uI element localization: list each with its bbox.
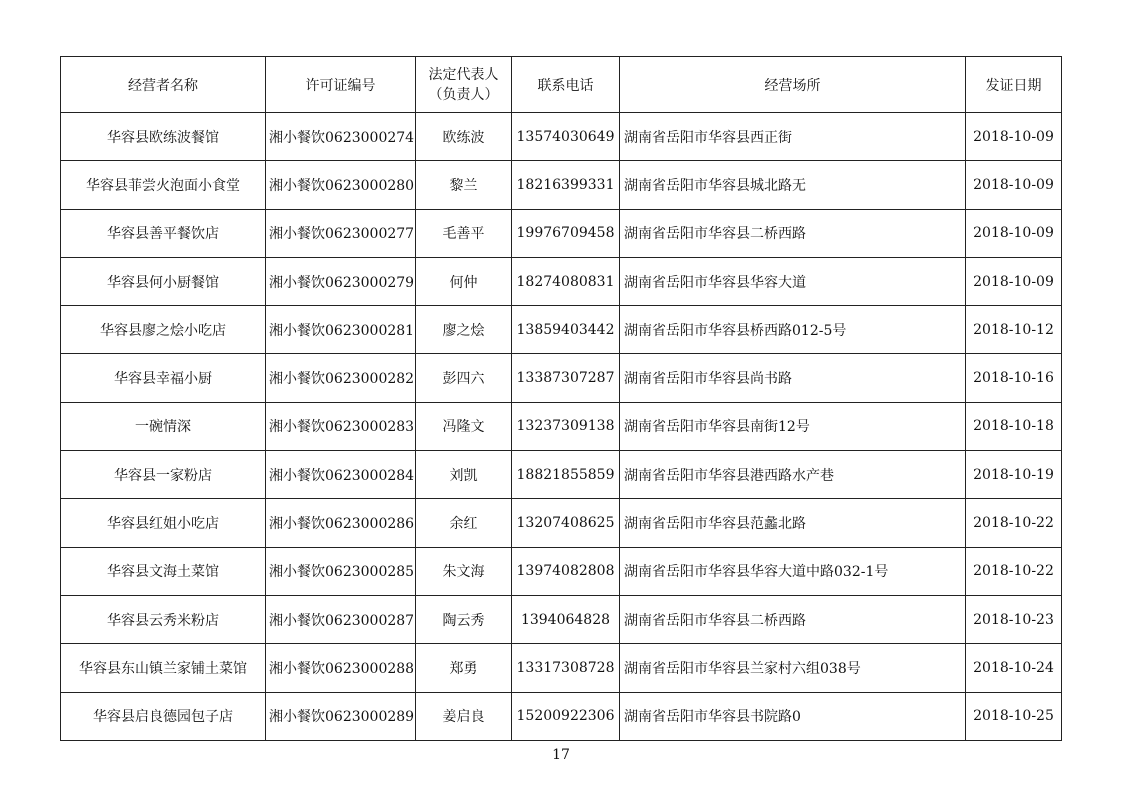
- cell-issue-date: 2018-10-25: [966, 692, 1062, 740]
- table-row: [61, 402, 1062, 450]
- table-row: [61, 547, 1062, 595]
- header-license-number: 许可证编号: [266, 57, 416, 113]
- header-address: 经营场所: [620, 57, 966, 113]
- header-legal-rep-line1: 法定代表人: [428, 66, 499, 83]
- cell-address: 湖南省岳阳市华容县范蠡北路: [620, 499, 966, 547]
- cell-legal-representative: 黎兰: [416, 161, 512, 209]
- cell-operator-name: 华容县红姐小吃店: [61, 499, 266, 547]
- table-row: [61, 257, 1062, 305]
- cell-issue-date: 2018-10-24: [966, 644, 1062, 692]
- table-row: [61, 595, 1062, 643]
- cell-address: 湖南省岳阳市华容县书院路0: [620, 692, 966, 740]
- cell-operator-name: 华容县云秀米粉店: [61, 595, 266, 643]
- header-phone: 联系电话: [512, 57, 620, 113]
- cell-issue-date: 2018-10-16: [966, 354, 1062, 402]
- table-row: [61, 209, 1062, 257]
- cell-license-number: 湘小餐饮0623000289: [266, 692, 416, 740]
- cell-operator-name: 华容县何小厨餐馆: [61, 257, 266, 305]
- cell-phone: 13859403442: [512, 306, 620, 354]
- cell-operator-name: 一碗情深: [61, 402, 266, 450]
- cell-address: 湖南省岳阳市华容县二桥西路: [620, 209, 966, 257]
- cell-license-number: 湘小餐饮0623000279: [266, 257, 416, 305]
- table-header: [61, 57, 1062, 113]
- cell-issue-date: 2018-10-22: [966, 499, 1062, 547]
- cell-address: 湖南省岳阳市华容县华容大道: [620, 257, 966, 305]
- cell-address: 湖南省岳阳市华容县兰家村六组038号: [620, 644, 966, 692]
- cell-address: 湖南省岳阳市华容县桥西路012-5号: [620, 306, 966, 354]
- cell-phone: 18216399331: [512, 161, 620, 209]
- table-row: [61, 499, 1062, 547]
- cell-operator-name: 华容县一家粉店: [61, 451, 266, 499]
- cell-issue-date: 2018-10-09: [966, 113, 1062, 161]
- cell-address: 湖南省岳阳市华容县城北路无: [620, 161, 966, 209]
- cell-operator-name: 华容县启良德园包子店: [61, 692, 266, 740]
- cell-license-number: 湘小餐饮0623000281: [266, 306, 416, 354]
- table-row: [61, 692, 1062, 740]
- cell-address: 湖南省岳阳市华容县港西路水产巷: [620, 451, 966, 499]
- cell-legal-representative: 欧练波: [416, 113, 512, 161]
- cell-issue-date: 2018-10-09: [966, 257, 1062, 305]
- header-issue-date: 发证日期: [966, 57, 1062, 113]
- cell-license-number: 湘小餐饮0623000283: [266, 402, 416, 450]
- table-row: [61, 451, 1062, 499]
- cell-legal-representative: 廖之烩: [416, 306, 512, 354]
- header-row: [61, 57, 1062, 113]
- cell-license-number: 湘小餐饮0623000284: [266, 451, 416, 499]
- cell-license-number: 湘小餐饮0623000288: [266, 644, 416, 692]
- cell-license-number: 湘小餐饮0623000277: [266, 209, 416, 257]
- cell-legal-representative: 刘凯: [416, 451, 512, 499]
- cell-phone: 13974082808: [512, 547, 620, 595]
- cell-phone: 13574030649: [512, 113, 620, 161]
- cell-license-number: 湘小餐饮0623000282: [266, 354, 416, 402]
- header-operator-name: 经营者名称: [61, 57, 266, 113]
- header-legal-rep-line2: （负责人）: [428, 86, 499, 103]
- cell-phone: 13387307287: [512, 354, 620, 402]
- cell-phone: 13237309138: [512, 402, 620, 450]
- cell-phone: 13317308728: [512, 644, 620, 692]
- cell-license-number: 湘小餐饮0623000286: [266, 499, 416, 547]
- table-row: [61, 644, 1062, 692]
- cell-operator-name: 华容县廖之烩小吃店: [61, 306, 266, 354]
- cell-operator-name: 华容县欧练波餐馆: [61, 113, 266, 161]
- cell-legal-representative: 姜启良: [416, 692, 512, 740]
- cell-issue-date: 2018-10-09: [966, 161, 1062, 209]
- cell-issue-date: 2018-10-09: [966, 209, 1062, 257]
- cell-legal-representative: 毛善平: [416, 209, 512, 257]
- cell-operator-name: 华容县菲尝火泡面小食堂: [61, 161, 266, 209]
- cell-operator-name: 华容县文海土菜馆: [61, 547, 266, 595]
- table-row: [61, 354, 1062, 402]
- cell-license-number: 湘小餐饮0623000274: [266, 113, 416, 161]
- cell-issue-date: 2018-10-12: [966, 306, 1062, 354]
- cell-phone: 15200922306: [512, 692, 620, 740]
- cell-issue-date: 2018-10-19: [966, 451, 1062, 499]
- cell-legal-representative: 余红: [416, 499, 512, 547]
- cell-legal-representative: 冯隆文: [416, 402, 512, 450]
- cell-legal-representative: 郑勇: [416, 644, 512, 692]
- cell-legal-representative: 陶云秀: [416, 595, 512, 643]
- cell-legal-representative: 彭四六: [416, 354, 512, 402]
- cell-phone: 1394064828: [512, 595, 620, 643]
- cell-operator-name: 华容县东山镇兰家铺土菜馆: [61, 644, 266, 692]
- table-row: [61, 161, 1062, 209]
- cell-license-number: 湘小餐饮0623000280: [266, 161, 416, 209]
- header-legal-representative: [416, 57, 512, 113]
- page-number: 17: [552, 747, 570, 763]
- table-row: [61, 113, 1062, 161]
- cell-issue-date: 2018-10-22: [966, 547, 1062, 595]
- cell-license-number: 湘小餐饮0623000287: [266, 595, 416, 643]
- cell-issue-date: 2018-10-23: [966, 595, 1062, 643]
- cell-address: 湖南省岳阳市华容县尚书路: [620, 354, 966, 402]
- cell-address: 湖南省岳阳市华容县南街12号: [620, 402, 966, 450]
- cell-phone: 13207408625: [512, 499, 620, 547]
- license-registry-table: [60, 56, 1062, 741]
- cell-legal-representative: 朱文海: [416, 547, 512, 595]
- cell-address: 湖南省岳阳市华容县西正街: [620, 113, 966, 161]
- cell-license-number: 湘小餐饮0623000285: [266, 547, 416, 595]
- cell-phone: 18821855859: [512, 451, 620, 499]
- cell-address: 湖南省岳阳市华容县华容大道中路032-1号: [620, 547, 966, 595]
- cell-operator-name: 华容县幸福小厨: [61, 354, 266, 402]
- cell-issue-date: 2018-10-18: [966, 402, 1062, 450]
- cell-operator-name: 华容县善平餐饮店: [61, 209, 266, 257]
- cell-address: 湖南省岳阳市华容县二桥西路: [620, 595, 966, 643]
- cell-legal-representative: 何仲: [416, 257, 512, 305]
- cell-phone: 18274080831: [512, 257, 620, 305]
- table-body: [61, 113, 1062, 741]
- cell-phone: 19976709458: [512, 209, 620, 257]
- table-row: [61, 306, 1062, 354]
